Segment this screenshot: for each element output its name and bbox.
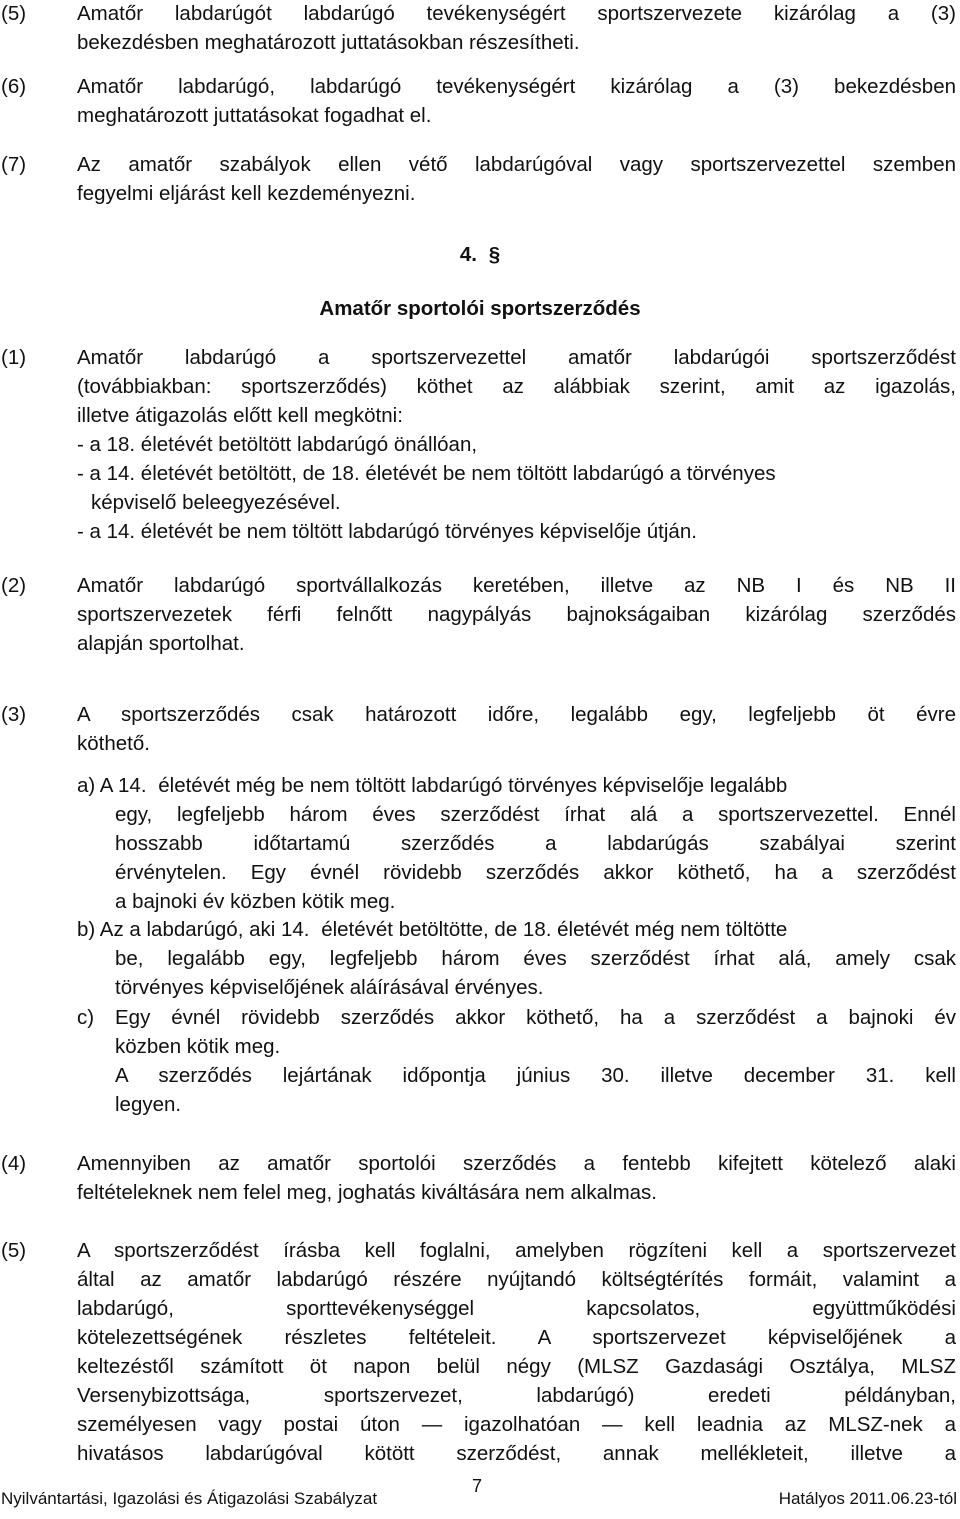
paragraph-4: Amennyiben az amatőr sportolói szerződés a fentebb kifejtett kötelező alaki feltételeknek nem felel meg, joghatás kiváltására nem alkalmas. [77, 1152, 956, 1204]
paragraph-number: (5) [1, 1239, 27, 1262]
subitem-b: b) Az a labdarúgó, aki 14. életévét betöltötte, de 18. életévét még nem töltötte be, legalább egy, legfeljebb három éves szerződést írhat alá, amely csak törvényes képviselőjének aláírásával érvényes. [77, 918, 956, 999]
paragraph-number: (7) [1, 153, 27, 176]
section-number: 4. § [459, 243, 501, 266]
paragraph-top-7: Az amatőr szabályok ellen vétő labdarúgóval vagy sportszervezettel szemben fegyelmi eljárást kell kezdeményezni. [77, 153, 956, 205]
paragraph-number: (4) [1, 1152, 27, 1175]
list-item: - a 18. életévét betöltött labdarúgó önállóan, [77, 433, 478, 456]
list-item: - a 14. életévét betöltött, de 18. életévét be nem töltött labdarúgó a törvényes [77, 462, 776, 485]
subitem-a: a) A 14. életévét még be nem töltött labdarúgó törvényes képviselője legalább egy, legfeljebb három éves szerződést írhat alá a sportszervezettel. Ennél hosszabb időtartamú szerződés a labdarúgás szabályai szerint érvénytelen. Egy évnél rövidebb szerződés akkor köthető, ha a szerződést a bajnoki év közben kötik meg. [77, 774, 956, 913]
paragraph-3: A sportszerződés csak határozott időre, legalább egy, legfeljebb öt évre köthető. [77, 703, 956, 755]
paragraph-5: A sportszerződést írásba kell foglalni, amelyben rögzíteni kell a sportszervezet által az amatőr labdarúgó részére nyújtandó költségtérítés formáit, valamint a labdarúgó, sporttevékenységgel kapcsolatos, együttműködési kötelezettségének részletes feltételeit. A sportszervezet képviselőjének a keltezéstől számított öt napon belül négy (MLSZ Gazdasági Osztálya, MLSZ Versenybizottsága, sportszervezet, labdarúgó) eredeti példányban, személyesen vagy postai úton — igazolhatóan — kell leadnia az MLSZ-nek a hivatásos labdarúgóval kötött szerződést, annak mellékleteit, illetve a [77, 1239, 956, 1465]
section-title: Amatőr sportolói sportszerződés [319, 297, 641, 320]
footer-title: Nyilvántartási, Igazolási és Átigazolási Szabályzat [1, 1489, 378, 1508]
list-item-continuation: képviselő beleegyezésével. [91, 491, 341, 514]
paragraph-number: (2) [1, 574, 27, 597]
paragraph-2: Amatőr labdarúgó sportvállalkozás keretében, illetve az NB I és NB II sportszervezetek férfi felnőtt nagypályás bajnokságaiban kizárólag szerződés alapján sportolhat. [77, 574, 956, 655]
page-number: 7 [472, 1476, 483, 1496]
list-item: - a 14. életévét be nem töltött labdarúgó törvényes képviselője útján. [77, 520, 697, 543]
paragraph-number: (1) [1, 346, 27, 369]
paragraph-1: Amatőr labdarúgó a sportszervezettel amatőr labdarúgói sportszerződést (továbbiakban: sportszerződés) köthet az alábbiak szerint, amit az igazolás, illetve átigazolás előtt kell megkötni: - a 18. életévét betöltött labdarúgó önállóan, - a 14. életévét betöltött, de 18. életévét be nem töltött labdarúgó a törvényes képviselő beleegyezésével. - a 14. életévét be nem töltött labdarúgó törvényes képviselője útján. [77, 343, 956, 546]
paragraph-sign-icon: § [488, 243, 501, 266]
paragraph-top-6: Amatőr labdarúgó, labdarúgó tevékenységért kizárólag a (3) bekezdésben meghatározott juttatásokat fogadhat el. [77, 75, 956, 127]
footer-effective-date: Hatályos 2011.06.23-tól [778, 1489, 957, 1508]
paragraph-top-5: Amatőr labdarúgót labdarúgó tevékenységért sportszervezete kizárólag a (3) bekezdésben meghatározott juttatásokban részesítheti. [77, 2, 956, 54]
subitem-c: c) Egy évnél rövidebb szerződés akkor köthető, ha a szerződést a bajnoki év közben kötik meg. A szerződés lejártának időpontja június 30. illetve december 31. kell legyen. [77, 1006, 956, 1116]
paragraph-number: (3) [1, 703, 27, 726]
paragraph-number: (6) [1, 75, 27, 98]
paragraph-number: (5) [1, 2, 27, 25]
